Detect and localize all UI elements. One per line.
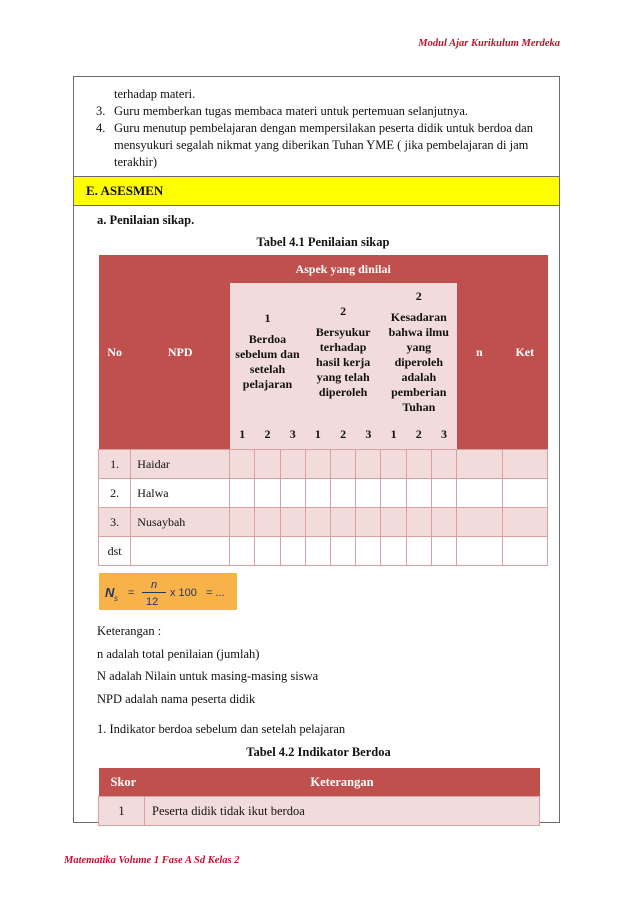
- scale-value: 2: [255, 420, 280, 450]
- table-row: [99, 508, 548, 537]
- aspect-number: 2: [415, 288, 422, 303]
- row-number: 1.: [99, 450, 131, 479]
- row-number: dst: [99, 537, 131, 566]
- legend-notes: [97, 620, 318, 710]
- attitude-assessment-table: [98, 255, 548, 566]
- notes-heading: Keterangan :: [97, 624, 162, 638]
- student-name: [131, 537, 230, 566]
- aspect-column: [381, 283, 457, 420]
- column-header-keterangan: Keterangan: [145, 768, 540, 797]
- scale-value: 1: [230, 420, 255, 450]
- step-number: 4.: [96, 121, 106, 135]
- aspect-number: 1: [264, 311, 271, 325]
- table-row: [99, 537, 548, 566]
- note-line: NPD adalah nama peserta didik: [97, 691, 256, 706]
- row-number: 3.: [99, 508, 131, 537]
- scale-value: 1: [381, 420, 406, 450]
- column-header-npd: NPD: [131, 255, 230, 450]
- description-cell: Peserta didik tidak ikut berdoa: [145, 797, 540, 826]
- formula-lhs: N: [105, 585, 115, 600]
- step-text: Guru menutup pembelajaran dengan mempersilakan peserta didik untuk berdoa dan mensyukuri segalah nikmat yang diberikan Tuhan YME ( jika pembelajaran di jam terakhir): [114, 121, 533, 169]
- section-divider: [73, 205, 560, 206]
- scale-value: 3: [356, 420, 381, 450]
- score-formula: [99, 573, 237, 610]
- step-item: [96, 120, 546, 171]
- document-footer: Matematika Volume 1 Fase A Sd Kelas 2: [64, 855, 240, 866]
- scale-value: 3: [280, 420, 305, 450]
- prayer-indicator-table: [98, 768, 540, 826]
- note-line: N adalah Nilain untuk masing-masing siswa: [97, 669, 319, 683]
- formula-denominator: 12: [146, 596, 159, 608]
- aspect-label: Kesadaran bahwa ilmu yang diperoleh adalah pemberian Tuhan: [388, 309, 449, 414]
- formula-numerator: n: [151, 579, 158, 591]
- scale-value: 3: [431, 420, 456, 450]
- score-cell: 1: [99, 797, 145, 826]
- table-row: [99, 797, 540, 826]
- column-header-n: n: [457, 255, 502, 450]
- table-row: [99, 450, 548, 479]
- document-header: Modul Ajar Kurikulum Merdeka: [418, 38, 560, 49]
- step-item: [96, 86, 546, 103]
- formula-rest: x 100 = ...: [170, 587, 225, 599]
- indicator-heading: 1. Indikator berdoa sebelum dan setelah pelajaran: [97, 722, 346, 736]
- student-name: Halwa: [131, 479, 230, 508]
- section-title: E. ASESMEN: [74, 177, 559, 205]
- step-text: terhadap materi.: [114, 87, 196, 101]
- closing-steps: [96, 86, 546, 171]
- aspect-number: 2: [340, 303, 347, 318]
- table-header-row: [99, 768, 540, 797]
- table-row: [99, 479, 548, 508]
- aspect-column: [230, 283, 306, 420]
- step-text: Guru memberkan tugas membaca materi untuk pertemuan selanjutnya.: [114, 104, 469, 118]
- student-name: Nusaybah: [131, 508, 230, 537]
- svg-text:=: =: [128, 587, 135, 599]
- subheading: a. Penilaian sikap.: [97, 213, 195, 227]
- column-header-skor: Skor: [99, 768, 145, 797]
- formula-lhs-subscript: s: [114, 594, 118, 603]
- note-line: n adalah total penilaian (jumlah): [97, 646, 260, 661]
- row-number: 2.: [99, 479, 131, 508]
- column-header-ket: Ket: [502, 255, 547, 450]
- student-name: Haidar: [131, 450, 230, 479]
- table2-caption: Tabel 4.2 Indikator Berdoa: [246, 745, 391, 759]
- table1-caption: Tabel 4.1 Penilaian sikap: [256, 235, 390, 249]
- aspect-column: [305, 283, 381, 420]
- scale-value: 1: [305, 420, 330, 450]
- step-number: 3.: [96, 104, 106, 118]
- column-header-no: No: [99, 255, 131, 450]
- aspect-label: Berdoa sebelum dan setelah pelajaran: [235, 332, 300, 391]
- scale-value: 2: [406, 420, 431, 450]
- scale-value: 2: [331, 420, 356, 450]
- aspect-label: Bersyukur terhadap hasil kerja yang telah diperoleh: [315, 324, 371, 399]
- step-item: [96, 103, 546, 120]
- aspect-header: Aspek yang dinilai: [230, 255, 457, 283]
